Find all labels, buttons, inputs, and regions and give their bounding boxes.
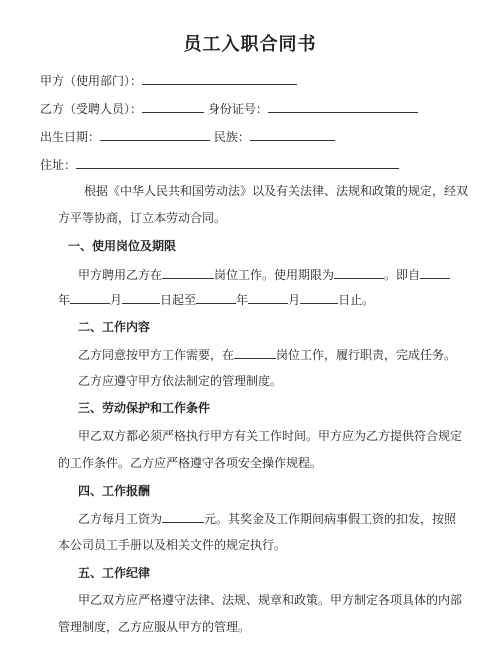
section-2-line-2: 乙方应遵守甲方依法制定的管理制度。 (78, 374, 283, 388)
birth-field[interactable] (100, 128, 210, 141)
address-field[interactable] (76, 156, 399, 169)
party-b-field[interactable] (142, 100, 204, 113)
section-2-line-1 (78, 346, 456, 363)
s4-text-b: 元。其奖金及工作期间病事假工资的扣发，按照 (204, 512, 457, 526)
section-4-line-1 (78, 510, 456, 527)
ethnicity-label: 民族： (213, 130, 250, 144)
ethnicity-field[interactable] (250, 128, 335, 141)
page-title: 员工入职合同书 (183, 34, 317, 55)
year-1-field[interactable] (70, 291, 110, 304)
s1-text-c: 。即自 (384, 268, 421, 282)
section-1-line-2 (58, 291, 374, 308)
s1-text-b: 岗位工作。使用期限为 (214, 268, 335, 282)
intro-line-2: 方平等协商，订立本劳动合同。 (58, 211, 227, 225)
duty-position-field[interactable] (234, 346, 276, 359)
month-1-label: 月 (110, 293, 123, 307)
s4-text-a: 乙方每月工资为 (78, 512, 163, 526)
party-a-label: 甲方（使用部门）： (40, 74, 143, 88)
address-label: 住址： (40, 158, 77, 172)
section-5-line-2: 管理制度，乙方应服从甲方的管理。 (58, 620, 251, 634)
address-row (40, 156, 399, 173)
section-5-heading: 五、工作纪律 (78, 566, 151, 580)
s1-text-a: 甲方聘用乙方在 (78, 268, 163, 282)
section-3-line-2: 的工作条件。乙方应严格遵守各项安全操作规程。 (58, 456, 323, 470)
day-2-field[interactable] (300, 291, 338, 304)
year-2-label: 年 (236, 293, 249, 307)
id-field[interactable] (268, 100, 418, 113)
id-label: 身份证号： (207, 102, 268, 116)
party-a-field[interactable] (142, 72, 297, 85)
month-2-field[interactable] (248, 291, 288, 304)
intro-line-1: 根据《中华人民共和国劳动法》以及有关法律、法规和政策的规定，经双 (84, 184, 469, 198)
section-5-line-1: 甲乙双方应严格遵守法律、法规、规章和政策。甲方制定各项具体的内部 (78, 593, 463, 607)
section-4-line-2: 本公司员工手册以及相关文件的规定执行。 (58, 538, 287, 552)
party-a-row (40, 72, 297, 89)
month-1-field[interactable] (122, 291, 160, 304)
section-3-line-1: 甲乙双方都必须严格执行甲方有关工作时间。甲方应为乙方提供符合规定 (78, 429, 463, 443)
s2-text-b: 岗位工作，履行职责，完成任务。 (276, 348, 457, 362)
salary-field[interactable] (162, 510, 204, 523)
birth-label: 出生日期： (40, 130, 101, 144)
s2-text-a: 乙方同意按甲方工作需要，在 (78, 348, 235, 362)
start-field[interactable] (420, 266, 450, 279)
day-1-label: 日起至 (160, 293, 197, 307)
party-b-label: 乙方（受聘人员）： (40, 102, 143, 116)
month-2-label: 月 (288, 293, 301, 307)
term-field[interactable] (334, 266, 384, 279)
section-1-heading: 一、使用岗位及期限 (68, 239, 177, 253)
position-field[interactable] (162, 266, 214, 279)
birth-row (40, 128, 335, 145)
year-1-label: 年 (58, 293, 71, 307)
year-2-field[interactable] (196, 291, 236, 304)
section-2-heading: 二、工作内容 (78, 320, 151, 334)
day-2-label: 日止。 (338, 293, 375, 307)
section-4-heading: 四、工作报酬 (78, 484, 151, 498)
section-1-line-1 (78, 266, 450, 283)
party-b-row (40, 100, 418, 117)
section-3-heading: 三、劳动保护和工作条件 (78, 401, 211, 415)
